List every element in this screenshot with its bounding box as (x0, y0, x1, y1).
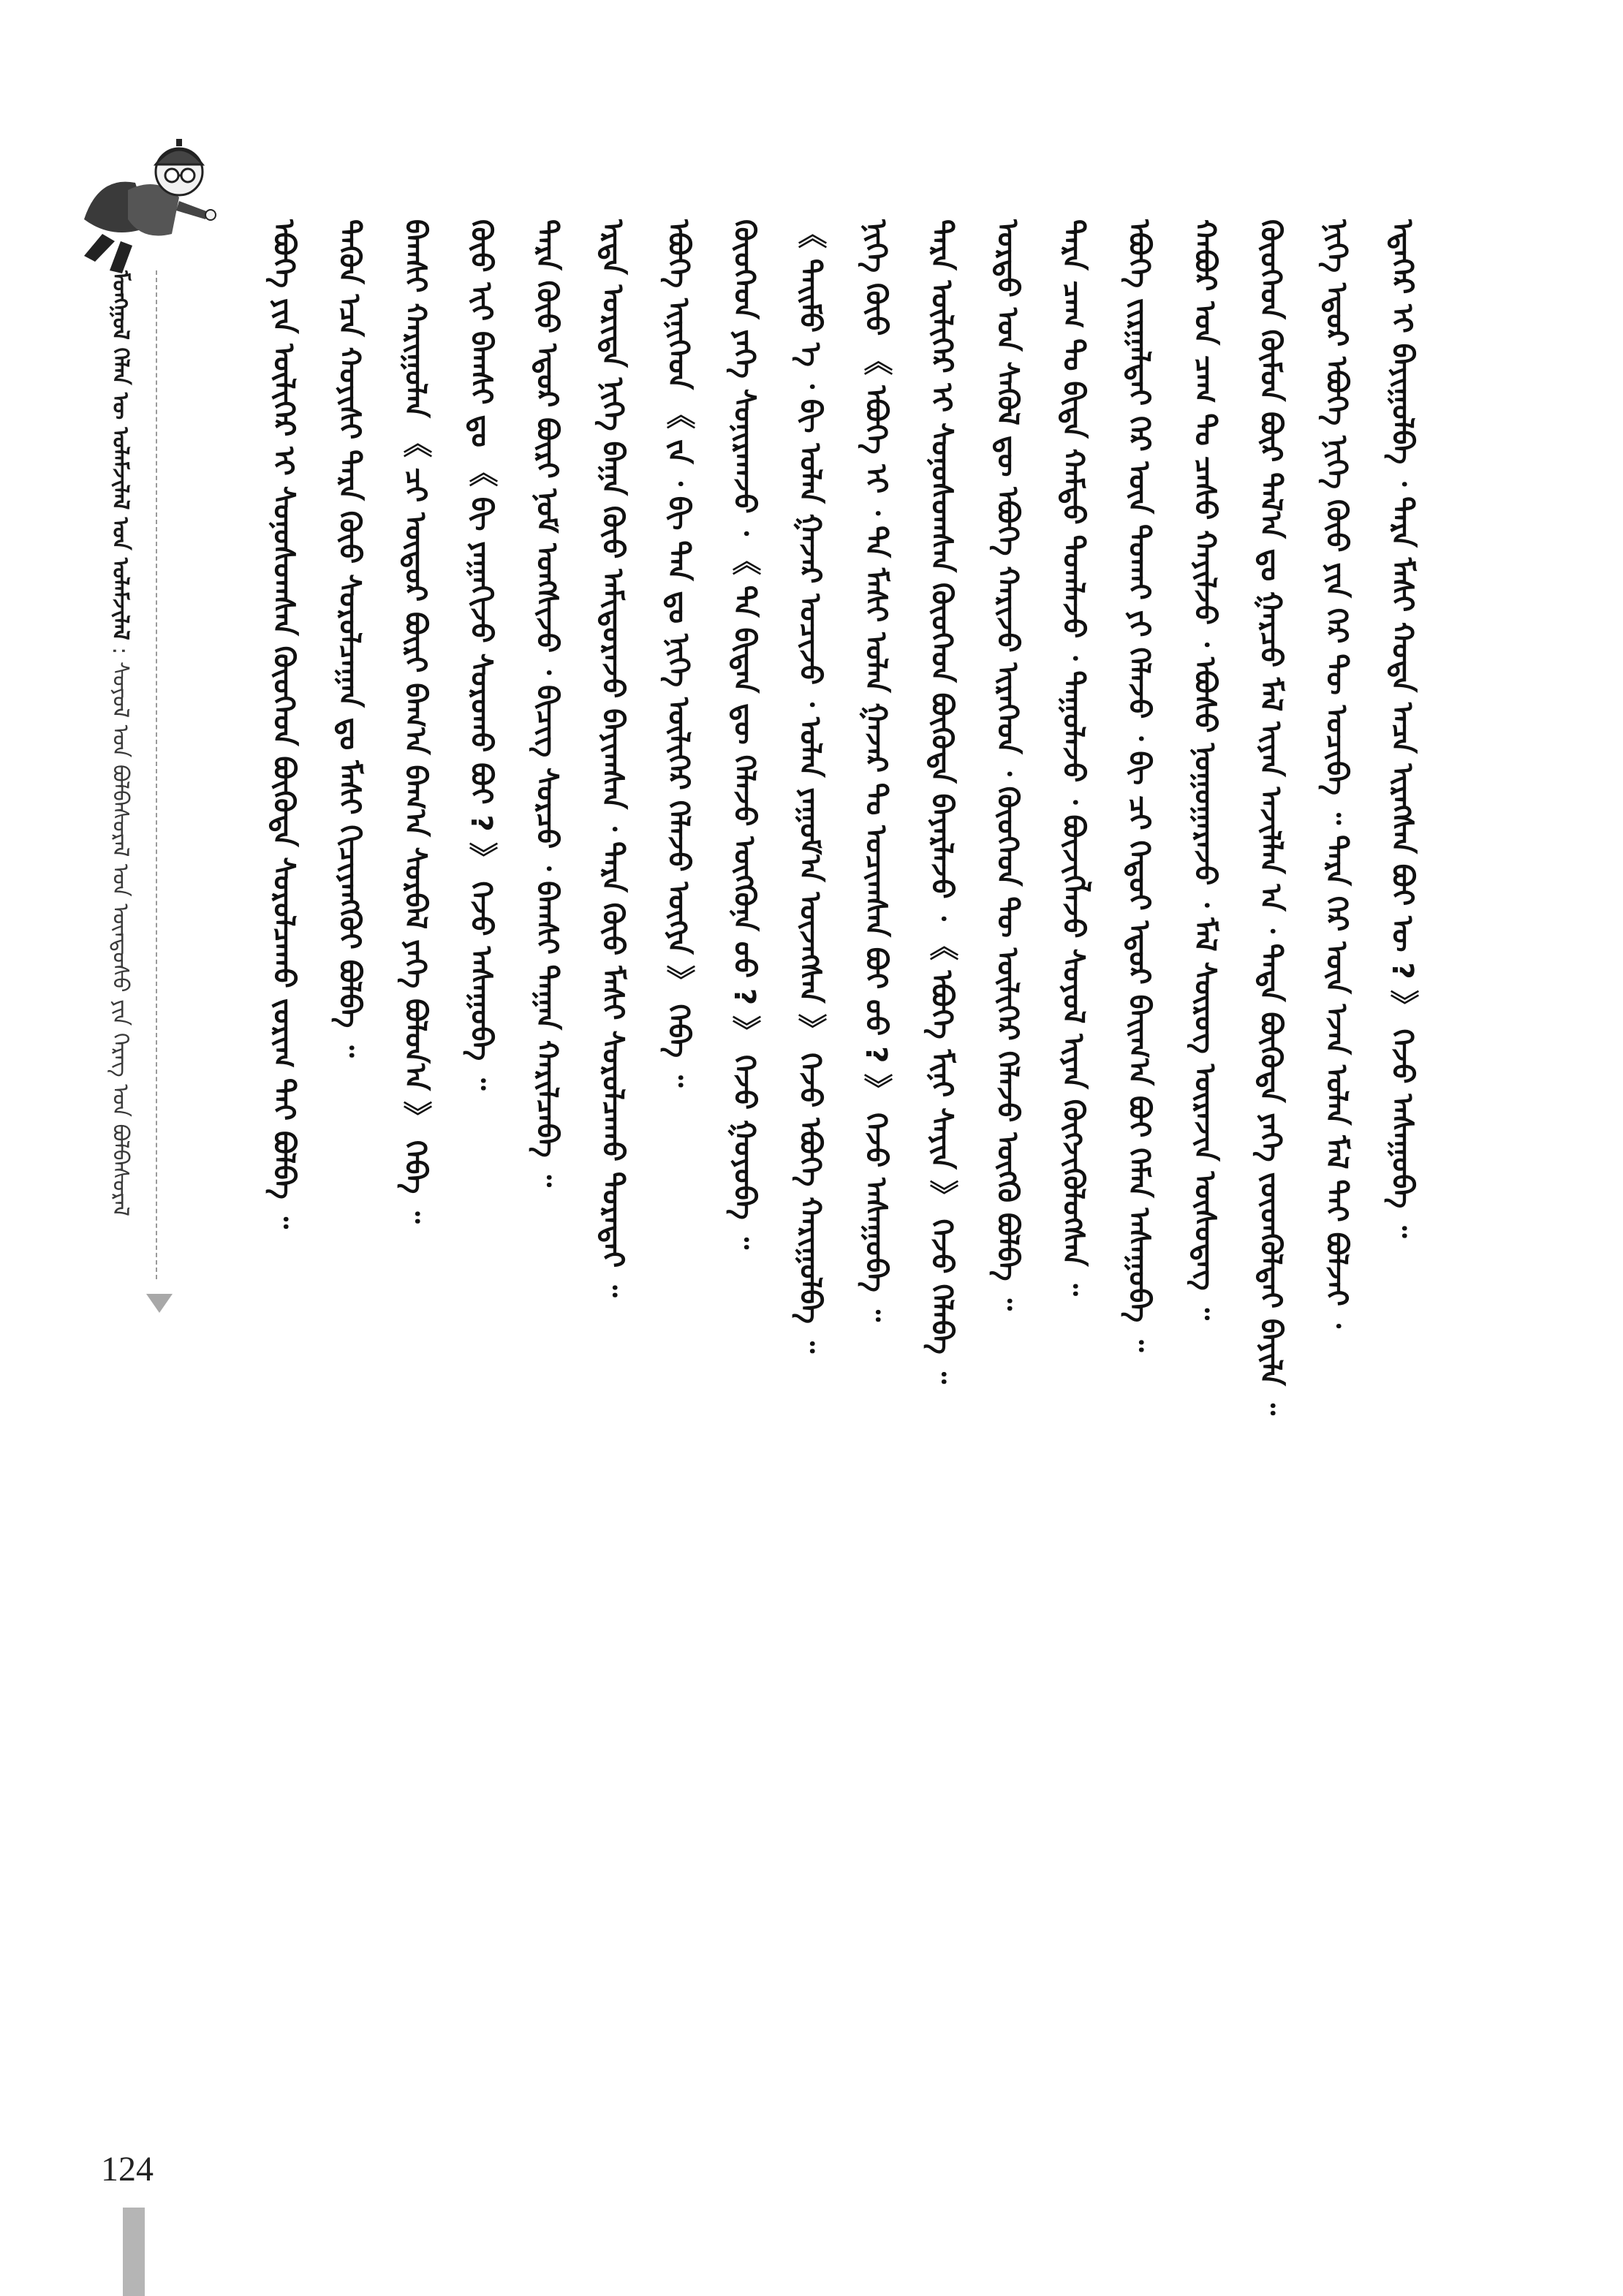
text-column: ᠡᠪᠦᠭᠡ ᠶᠢᠨ ᠦᠯᠢᠭᠡᠷ ᠢ ᠰᠣᠨᠣᠰᠤᠭᠰᠠᠨ ᠬᠦᠦᠬᠡᠳ ᠪᠦᠭᠦᠳᠡ ᠰᠤᠷᠤᠯᠴᠠᠬᠤ ᠵᠣᠷᠢᠭ ᠲᠠᠢ ᠪᠣᠯᠪᠠ ᠃ (267, 219, 300, 1229)
text-column: ᠡᠪᠦᠭᠡ ᠵᠢᠷᠭᠠᠯᠲᠠᠢ ᠭᠡᠷ ᠦᠨ ᠲᠤᠬᠠᠢ ᠶᠢ ᠬᠡᠯᠡᠵᠦ ᠂ ᠪᠢ ᠴᠢ ᠬᠡᠳᠦᠢ ᠡᠳᠦᠷ ᠪᠠᠢᠭ᠎ᠠ ᠪᠤᠢ ᠬᠡᠮᠡᠨ ᠠᠰᠠᠭᠤᠪᠠ ᠃ (1122, 219, 1156, 1352)
text-column: ᠲᠡᠷᠡ ᠦᠯᠢᠭᠡᠷ ᠢ ᠰᠣᠨᠣᠰᠤᠭᠰᠠᠨ ᠬᠦᠦᠬᠡᠳ ᠪᠦᠭᠦᠳᠡ ᠪᠠᠶᠠᠷᠯᠠᠵᠤ ᠂ 《 ᠡᠪᠦᠭᠡ ᠮᠢᠨᠢ ᠰᠠᠶᠢᠨ 》 ᠭᠡᠵᠦ ᠬᠡᠯᠡᠪᠡ ᠃ (925, 219, 958, 1384)
text-column: ᠡᠷᠲᠡ ᠤᠷᠢᠳᠠ ᠨᠢᠭᠡ ᠪᠠᠭᠠ ᠬᠦᠦ ᠠᠮᠢᠳᠤᠷᠠᠵᠤ ᠪᠠᠶᠢᠭᠰᠠᠨ ᠂ ᠲᠡᠷᠡ ᠬᠦᠦ ᠮᠠᠰᠢ ᠰᠤᠷᠤᠯᠴᠠᠬᠤ ᠳᠤᠷᠠᠲᠠᠢ ᠃ (596, 219, 629, 1297)
text-column: 《 ᠲᠡᠢᠮᠦ ᠡ ᠂ ᠪᠢ ᠣᠯᠠᠨ ᠭᠠᠵᠠᠷ ᠣᠴᠢᠵᠤ ᠂ ᠣᠯᠠᠨ ᠶᠠᠭᠤᠮ᠎ᠠ ᠦᠵᠡᠭᠰᠡᠨ 》 ᠭᠡᠵᠦ ᠡᠪᠦᠭᠡ ᠬᠠᠷᠢᠭᠤᠯᠪᠠ ᠃ (793, 219, 827, 1354)
header-dashed-divider (156, 270, 157, 1279)
body-text (234, 219, 1418, 2047)
text-column: ᠲᠡᠭᠦᠨ ᠡᠴᠡ ᠬᠣᠶᠢᠰᠢ ᠲᠡᠷᠡ ᠬᠦᠦ ᠰᠤᠷᠤᠯᠴᠠᠭᠠᠨ ᠳᠤ ᠮᠠᠰᠢ ᠬᠢᠴᠢᠶᠡᠩᠭᠦᠢ ᠪᠣᠯᠪᠠ ᠃ (333, 219, 366, 1058)
text-column: ᠬᠠᠪᠤᠷ ᠤᠨ ᠴᠠᠭ ᠲᠤ ᠴᠠᠰᠤ ᠬᠠᠶᠢᠯᠵᠤ ᠂ ᠡᠪᠦᠰᠦ ᠨᠣᠭᠣᠭᠠᠷᠠᠵᠤ ᠂ ᠮᠠᠯ ᠰᠦᠷᠦᠭ ᠦᠷᠡᠵᠢᠨ ᠥᠰᠦᠳᠡᠭ ᠃ (1188, 219, 1222, 1320)
text-column: ᠨᠢᠭᠡ ᠡᠳᠦᠷ ᠡᠪᠦᠭᠡ ᠨᠢᠭᠡ ᠬᠦᠦ ᠶᠢᠨ ᠭᠡᠷ ᠲᠦ ᠣᠴᠢᠪᠠ ᠃ ᠲᠡᠷᠡ ᠭᠡᠷ ᠦᠨ ᠡᠵᠡᠨ ᠣᠯᠠᠨ ᠮᠠᠯ ᠲᠠᠢ ᠪᠣᠯᠵᠡᠢ ᠂ (1320, 219, 1353, 1329)
text-column: ᠲᠡᠷᠡ ᠬᠦᠦ ᠡᠳᠦᠷ ᠪᠦᠷᠢ ᠨᠣᠮ ᠤᠩᠰᠢᠵᠤ ᠂ ᠪᠢᠴᠢᠭ ᠰᠤᠷᠴᠤ ᠂ ᠪᠠᠭᠰᠢ ᠳᠠᠭᠠᠨ ᠬᠠᠷᠢᠯᠴᠠᠪᠠ ᠃ (530, 219, 564, 1187)
text-column: ᠨᠢᠭᠡ ᠬᠦᠦ 《 ᠡᠪᠦᠭᠡ ᠡᠢ ᠂ ᠲᠠ ᠮᠠᠰᠢ ᠣᠯᠠᠨ ᠭᠠᠵᠠᠷ ᠲᠤ ᠣᠴᠢᠭᠰᠠᠨ ᠪᠣᠢ ᠤᠤ ? 》 ᠭᠡᠵᠦ ᠠᠰᠠᠭᠤᠪᠠ ᠃ (859, 219, 893, 1322)
header-title: ᠮᠣᠩᠭᠣᠯ ᠬᠡᠯᠡᠨ ᠦ ᠤᠯᠠᠮᠵᠢᠯᠠᠯ ᠤᠨ ᠤᠯᠠᠮᠵᠢᠯᠠᠯ (107, 270, 133, 640)
text-column: ᠬᠦᠦᠬᠡᠳ ᠬᠦᠮᠦᠨ ᠪᠦᠷ ᠲᠠᠯ᠎ᠠ ᠳᠤ ᠭᠠᠷᠴᠤ ᠮᠠᠯ ᠢᠶᠠᠨ ᠠᠵᠢᠯᠯᠠᠨ ᠠ ᠂ ᠲᠡᠳᠡ ᠪᠦᠭᠦᠳᠡ ᠶᠡᠬᠡ ᠵᠦᠳᠬᠦᠯᠲᠡᠢ ᠪᠠᠶᠢᠯᠠ ᠃ (1254, 219, 1287, 1416)
header-subtitle: ᠰᠣᠶᠣᠯ ᠤᠨ ᠪᠣᠯᠪᠠᠰᠤᠷᠠᠯ ᠤᠨ ᠦᠨᠳᠦᠰᠦ ᠶᠢᠨ ᠬᠡᠷᠡᠭ ᠤᠨ ᠪᠣᠯᠪᠠᠰᠤᠷᠠᠯ (107, 661, 133, 1217)
page-number: 124 (101, 2150, 154, 2189)
running-header (101, 270, 159, 1308)
running-header-text: ᠮᠣᠩᠭᠣᠯ ᠬᠡᠯᠡᠨ ᠦ ᠤᠯᠠᠮᠵᠢᠯᠠᠯ ᠤᠨ ᠤᠯᠠᠮᠵᠢᠯᠠᠯ : ᠰᠣᠶᠣᠯ ᠤᠨ ᠪᠣᠯᠪᠠᠰᠤᠷᠠᠯ ᠤᠨ ᠦᠨᠳᠦᠰᠦ ᠶᠢᠨ ᠬᠡᠷᠡᠭ ᠤᠨ ᠪᠣᠯᠪᠠᠰᠤᠷᠠᠯ (107, 270, 133, 1217)
page-edge-tab (123, 2208, 145, 2296)
text-column: ᠤᠷᠲᠤ ᠤᠨ ᠰᠡᠭᠦᠯ ᠳᠦ ᠡᠪᠦᠭᠡ ᠬᠠᠷᠢᠵᠤ ᠢᠷᠡᠭᠡᠳ ᠂ ᠬᠦᠦᠬᠡᠳ ᠲᠦ ᠦᠯᠢᠭᠡᠷ ᠬᠡᠯᠡᠵᠦ ᠦᠭᠬᠦ ᠪᠣᠯᠪᠠ ᠃ (991, 219, 1024, 1311)
text-column: ᠬᠦᠦᠬᠡᠳ ᠶᠡᠬᠡ ᠰᠣᠨᠢᠷᠬᠠᠵᠤ ᠂ 《 ᠲᠠ ᠪᠢᠳᠡᠨ ᠳᠦ ᠬᠡᠯᠡᠵᠦ ᠦᠭᠭᠦᠨᠡ ᠦᠦ ? 》 ᠭᠡᠵᠦ ᠭᠤᠶᠤᠪᠠ ᠃ (727, 219, 761, 1250)
text-column: ᠲᠡᠷᠡ ᠴᠠᠭ ᠲᠤ ᠪᠢᠳᠡ ᠬᠠᠮᠲᠤ ᠲᠣᠭᠯᠠᠵᠤ ᠂ ᠳᠠᠭᠤᠯᠠᠵᠤ ᠂ ᠪᠦᠵᠢᠭᠯᠡᠵᠦ ᠰᠣᠶᠣᠯ ᠢᠶᠠᠨ ᠬᠦᠭᠵᠢᠭᠦᠯᠦᠭᠰᠡᠨ ᠃ (1056, 219, 1090, 1296)
text-column: ᠬᠦᠦ ᠢᠢ ᠪᠠᠭᠰᠢ ᠳᠤ 《 ᠪᠢ ᠶᠠᠭᠠᠬᠢᠵᠤ ᠰᠤᠷᠤᠬᠤ ᠪᠤᠢ ? 》 ᠭᠡᠵᠦ ᠠᠰᠠᠭᠤᠪᠠ ᠃ (464, 219, 498, 1091)
text-column: ᠡᠳᠡᠭᠡᠷ ᠢ ᠪᠠᠶᠢᠭᠤᠯᠪᠠ ᠂ ᠲᠡᠷᠡ ᠮᠠᠰᠢ ᠬᠣᠲᠠ ᠠᠴᠠ ᠢᠷᠡᠭᠰᠡᠨ ᠪᠣᠢ ᠦ ? 》 ᠭᠡᠵᠦ ᠠᠰᠠᠭᠤᠪᠠ ᠃ (1385, 219, 1419, 1238)
header-arrow-icon (146, 1294, 173, 1313)
text-column: ᠡᠪᠦᠭᠡ ᠢᠨᠢᠭᠡᠳ 《 ᠵᠠ ᠂ ᠪᠢ ᠲᠠᠨ ᠳᠤ ᠨᠢᠭᠡ ᠦᠯᠢᠭᠡᠷ ᠬᠡᠯᠡᠵᠦ ᠦᠭᠶᠡ 》 ᠭᠡᠪᠡ ᠃ (662, 219, 695, 1088)
text-column: ᠪᠠᠭᠰᠢ ᠬᠠᠷᠢᠭᠤᠯᠠᠨ 《 ᠴᠢ ᠦᠳᠦᠷ ᠪᠦᠷᠢ ᠪᠠᠭ᠎ᠠ ᠪᠠᠭ᠎ᠠ ᠰᠤᠷᠪᠠᠯ ᠶᠡᠬᠡ ᠪᠣᠯᠤᠨ᠎ᠠ 》 ᠭᠡᠪᠡ ᠃ (398, 219, 432, 1224)
flying-boy-mascot-icon (69, 132, 223, 285)
